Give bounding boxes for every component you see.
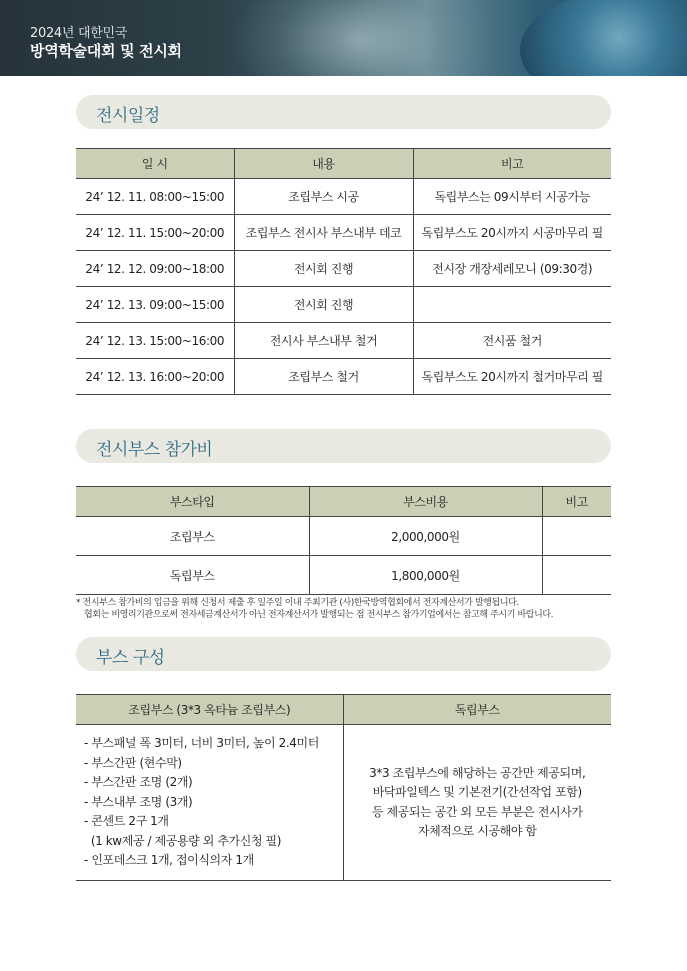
banner-event-title: 방역학술대회 및 전시회 — [30, 42, 182, 60]
fee-table — [76, 486, 611, 595]
list-item: - 콘센트 2구 1개 — [84, 814, 169, 829]
section-title: 전시부스 참가비 — [96, 440, 213, 460]
cell-note: 독립부스도 20시까지 시공마무리 필 — [413, 215, 611, 251]
list-item: - 부스내부 조명 (3개) — [84, 794, 193, 809]
cell-content: 조립부스 전시사 부스내부 데코 — [234, 215, 413, 251]
cell-booth-cost: 2,000,000원 — [309, 517, 542, 556]
cell-content: 전시사 부스내부 철거 — [234, 323, 413, 359]
header-banner — [0, 0, 687, 76]
cell-time: 24’ 12. 13. 09:00~15:00 — [76, 287, 234, 323]
list-item: (1 kw제공 / 제공용량 외 추가신청 필) — [84, 833, 282, 848]
table-header-row — [76, 149, 611, 179]
section-header-composition — [76, 637, 611, 671]
cell-content: 전시회 진행 — [234, 287, 413, 323]
section-title: 부스 구성 — [96, 648, 165, 668]
virus-illustration — [230, 0, 490, 76]
fee-footnote — [76, 597, 553, 621]
cell-booth-cost: 1,800,000원 — [309, 556, 542, 595]
table-row — [76, 251, 611, 287]
cell-time: 24’ 12. 12. 09:00~18:00 — [76, 251, 234, 287]
table-row — [76, 517, 611, 556]
cell-time: 24’ 12. 11. 15:00~20:00 — [76, 215, 234, 251]
table-row — [76, 323, 611, 359]
column-header: 부스비용 — [309, 487, 542, 517]
list-item: - 부스간판 조명 (2개) — [84, 775, 193, 790]
table-row — [76, 287, 611, 323]
column-header: 부스타입 — [76, 487, 309, 517]
cell-time: 24’ 12. 13. 15:00~16:00 — [76, 323, 234, 359]
cell-note: 전시품 철거 — [413, 323, 611, 359]
independent-booth-description — [343, 725, 611, 881]
column-header: 일 시 — [76, 149, 234, 179]
description-line: 바닥파일텍스 및 기본전기(간선작업 포함) — [372, 785, 582, 799]
cell-content: 조립부스 철거 — [234, 359, 413, 395]
composition-table — [76, 694, 611, 881]
column-header: 비고 — [413, 149, 611, 179]
list-item: - 인포데스크 1개, 접이식의자 1개 — [84, 853, 254, 868]
cell-time: 24’ 12. 11. 08:00~15:00 — [76, 179, 234, 215]
banner-year-label: 2024년 대한민국 — [30, 26, 128, 41]
section-title: 전시일정 — [96, 106, 160, 126]
cell-time: 24’ 12. 13. 16:00~20:00 — [76, 359, 234, 395]
column-header: 독립부스 — [343, 695, 611, 725]
table-row — [76, 725, 611, 881]
description-line: 3*3 조립부스에 해당하는 공간만 제공되며, — [369, 765, 586, 780]
schedule-table — [76, 148, 611, 395]
cell-content: 전시회 진행 — [234, 251, 413, 287]
cell-booth-type: 독립부스 — [76, 556, 309, 595]
assembled-booth-items — [76, 725, 343, 881]
cell-booth-type: 조립부스 — [76, 517, 309, 556]
description-line: 등 제공되는 공간 외 모든 부분은 전시사가 — [371, 804, 583, 819]
cell-note: 독립부스는 09시부터 시공가능 — [413, 179, 611, 215]
section-header-schedule — [76, 95, 611, 129]
cell-content: 조립부스 시공 — [234, 179, 413, 215]
column-header: 비고 — [542, 487, 611, 517]
table-header-row — [76, 487, 611, 517]
column-header: 조립부스 (3*3 옥타늄 조립부스) — [76, 695, 343, 725]
table-row — [76, 556, 611, 595]
earth-illustration — [520, 0, 687, 76]
cell-note: 독립부스도 20시까지 철거마무리 필 — [413, 359, 611, 395]
table-row — [76, 359, 611, 395]
list-item: - 부스패널 폭 3미터, 너비 3미터, 높이 2.4미터 — [84, 736, 319, 751]
table-header-row — [76, 695, 611, 725]
table-row — [76, 179, 611, 215]
footnote-line: 협회는 비영리기관으로써 전자세금계산서가 아닌 전자계산서가 발행되는 점 전시부스 참가기업에서는 참고해 주시기 바랍니다. — [84, 610, 554, 620]
table-row — [76, 215, 611, 251]
description-line: 자체적으로 시공해야 함 — [417, 824, 537, 838]
cell-note — [542, 556, 611, 595]
cell-note: 전시장 개장세레모니 (09:30경) — [413, 251, 611, 287]
list-item: - 부스간판 (현수막) — [84, 755, 182, 770]
cell-note — [542, 517, 611, 556]
cell-note — [413, 287, 611, 323]
section-header-fee — [76, 429, 611, 463]
footnote-line: * 전시부스 참가비의 입금을 위해 신청서 제출 후 일주일 이내 주최기관 (사)한국방역협회에서 전자계산서가 발행됩니다. — [76, 598, 519, 608]
column-header: 내용 — [234, 149, 413, 179]
